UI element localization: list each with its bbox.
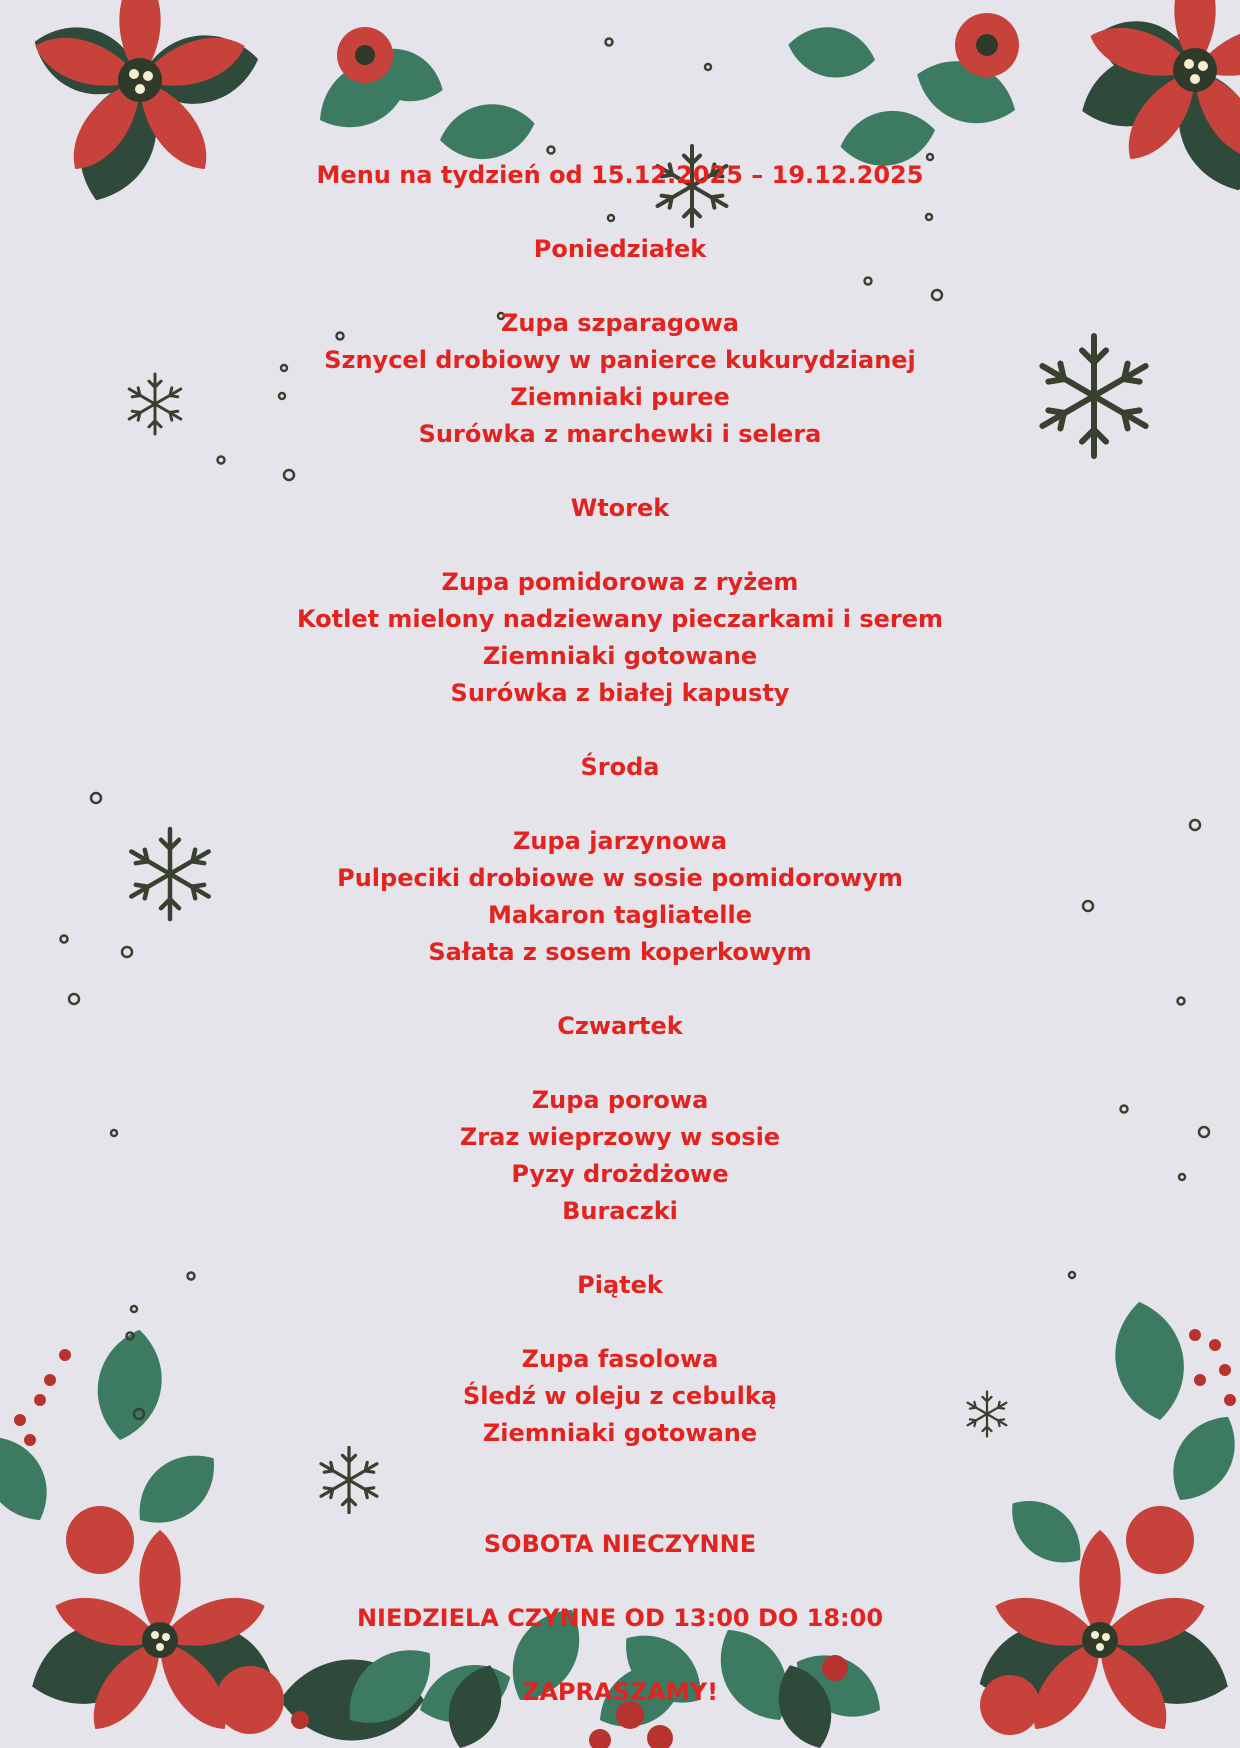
dish-item: Śledź w oleju z cebulką xyxy=(463,1382,777,1410)
dish-item: Zupa fasolowa xyxy=(521,1345,719,1373)
snowflake-icon xyxy=(321,1448,377,1513)
day-heading-wednesday: Środa xyxy=(580,753,660,781)
day-heading-thursday: Czwartek xyxy=(557,1012,683,1040)
dish-item: Zupa porowa xyxy=(531,1086,709,1114)
dish-item: Ziemniaki gotowane xyxy=(482,642,758,670)
dish-item: Surówka z marchewki i selera xyxy=(418,420,822,448)
dish-item: Makaron tagliatelle xyxy=(488,901,752,929)
dish-item: Ziemniaki gotowane xyxy=(482,1419,758,1447)
dish-item: Kotlet mielony nadziewany pieczarkami i serem xyxy=(296,605,944,633)
day-heading-tuesday: Wtorek xyxy=(570,494,670,522)
menu-title: Menu na tydzień od 15.12.2025 – 19.12.2025 xyxy=(316,161,924,189)
dish-item: Zupa jarzynowa xyxy=(512,827,728,855)
dish-item: Zupa pomidorowa z ryżem xyxy=(441,568,799,596)
invitation-text: ZAPRASZAMY! xyxy=(521,1678,719,1706)
dish-item: Pyzy drożdżowe xyxy=(511,1160,729,1188)
dish-item: Buraczki xyxy=(562,1197,678,1225)
sunday-notice: NIEDZIELA CZYNNE OD 13:00 DO 18:00 xyxy=(356,1604,884,1632)
dish-item: Zraz wieprzowy w sosie xyxy=(459,1123,781,1151)
dish-item: Zupa szparagowa xyxy=(501,309,739,337)
day-heading-monday: Poniedziałek xyxy=(533,235,707,263)
day-heading-friday: Piątek xyxy=(577,1271,663,1299)
dish-item: Pulpeciki drobiowe w sosie pomidorowym xyxy=(337,864,903,892)
dish-item: Surówka z białej kapusty xyxy=(450,679,790,707)
dish-item: Sznycel drobiowy w panierce kukurydzianej xyxy=(324,346,916,374)
dish-item: Sałata z sosem koperkowym xyxy=(428,938,812,966)
dish-item: Ziemniaki puree xyxy=(510,383,730,411)
saturday-notice: SOBOTA NIECZYNNE xyxy=(483,1530,757,1558)
